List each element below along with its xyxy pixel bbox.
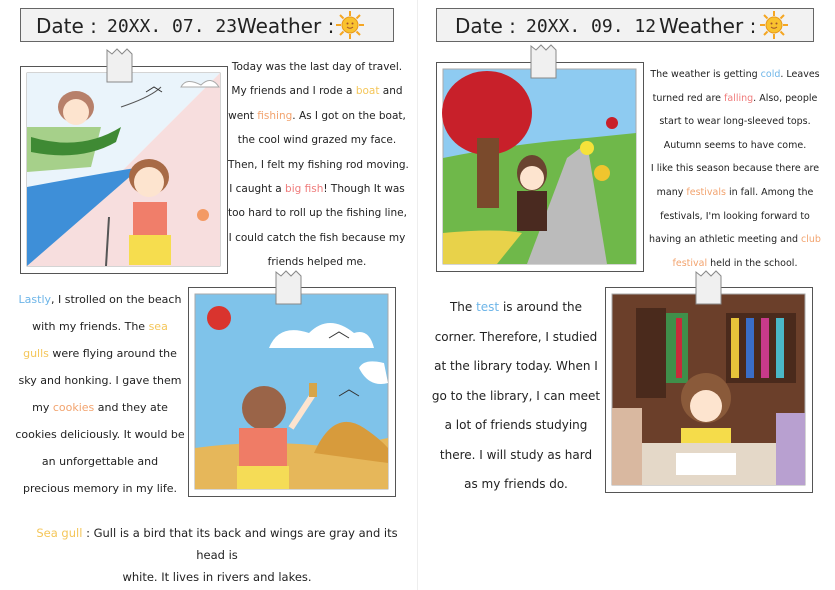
- library-drawing: [605, 287, 813, 493]
- story-line: there. I will study as hard: [439, 447, 593, 462]
- date-value: 20XX. 09. 12: [526, 16, 657, 37]
- highlight-word: Lastly: [18, 293, 52, 306]
- weather-label: Weather :: [659, 14, 757, 38]
- story-line: having an athletic meeting and club: [649, 234, 821, 246]
- footnote-text: : Gull is a bird that its back and wings are gray and its head is: [82, 526, 398, 562]
- story-line: went fishing. As I got on the boat,: [228, 109, 406, 122]
- story-line: festival held in the school.: [672, 257, 798, 269]
- left-header: [20, 8, 394, 42]
- story-line: an unforgettable and: [41, 455, 159, 468]
- story-line: sky and honking. I gave them: [18, 374, 182, 387]
- tape-icon: [273, 268, 305, 308]
- right-header: [436, 8, 814, 42]
- story-line: festivals, I'm looking forward to: [660, 210, 810, 222]
- fishing-drawing: [20, 66, 228, 274]
- footnote-term: Sea gull: [36, 526, 83, 540]
- story-line: as my friends do.: [464, 477, 568, 491]
- story-line: I could catch the fish because my: [228, 231, 406, 244]
- story-line: too hard to roll up the fishing line,: [228, 207, 407, 220]
- story-line: at the library today. When I: [434, 359, 598, 373]
- story-line: The test is around the: [449, 300, 583, 314]
- tape-icon: [693, 268, 725, 308]
- story-line: cookies deliciously. It would be: [15, 428, 185, 441]
- story-line: Then, I felt my fishing rod moving.: [228, 158, 409, 171]
- highlight-word: gulls: [23, 347, 49, 360]
- date-value: 20XX. 07. 23: [107, 16, 238, 37]
- tape-icon: [528, 42, 560, 82]
- story-line: start to wear long-sleeved tops.: [659, 116, 811, 128]
- story-line: turned red are falling. Also, people: [652, 92, 818, 104]
- highlight-word: club: [801, 234, 821, 246]
- left-story-2: [14, 286, 186, 502]
- tape-icon: [104, 46, 136, 86]
- sun-icon: [759, 10, 789, 40]
- footnote-text-2: white. It lives in rivers and lakes.: [122, 570, 312, 584]
- highlight-word: sea: [148, 320, 168, 333]
- beach-drawing: [188, 287, 396, 497]
- weather-label: Weather :: [237, 14, 335, 38]
- story-line: Lastly, I strolled on the beach: [18, 293, 182, 306]
- story-line: My friends and I rode a boat and: [231, 85, 403, 98]
- date-label: Date :: [36, 14, 97, 38]
- page-divider: [417, 0, 418, 590]
- story-line: a lot of friends studying: [444, 418, 588, 432]
- story-line: gulls were flying around the: [23, 347, 177, 360]
- right-story-2: [428, 293, 604, 500]
- story-line: many festivals in fall. Among the: [656, 186, 814, 198]
- story-line: my cookies and they ate: [32, 401, 168, 414]
- highlight-word: fishing: [257, 109, 293, 122]
- story-line: corner. Therefore, I studied: [434, 329, 598, 344]
- highlight-word: boat: [355, 85, 380, 98]
- highlight-word: cookies: [52, 401, 95, 414]
- story-line: I like this season because there are: [650, 163, 820, 175]
- story-line: Today was the last day of travel.: [231, 61, 403, 73]
- date-label: Date :: [455, 14, 516, 38]
- right-story-1: [646, 63, 824, 275]
- highlight-word: big fish: [285, 183, 324, 196]
- footnote: [22, 522, 412, 588]
- autumn-drawing: [436, 62, 644, 272]
- story-line: go to the library, I can meet: [431, 388, 601, 403]
- story-line: precious memory in my life.: [22, 482, 178, 495]
- story-line: with my friends. The sea: [32, 320, 168, 333]
- highlight-word: festivals: [686, 186, 726, 198]
- highlight-word: falling: [724, 92, 754, 104]
- highlight-word: test: [476, 300, 500, 314]
- story-line: The weather is getting cold. Leaves: [650, 69, 820, 80]
- story-line: friends helped me.: [267, 256, 367, 269]
- left-story-1: [228, 55, 409, 275]
- story-line: I caught a big fish! Though It was: [229, 183, 405, 196]
- story-line: the cool wind grazed my face.: [237, 134, 397, 147]
- highlight-word: cold: [760, 69, 781, 80]
- highlight-word: festival: [672, 257, 708, 269]
- sun-icon: [335, 10, 365, 40]
- story-line: Autumn seems to have come.: [663, 139, 807, 151]
